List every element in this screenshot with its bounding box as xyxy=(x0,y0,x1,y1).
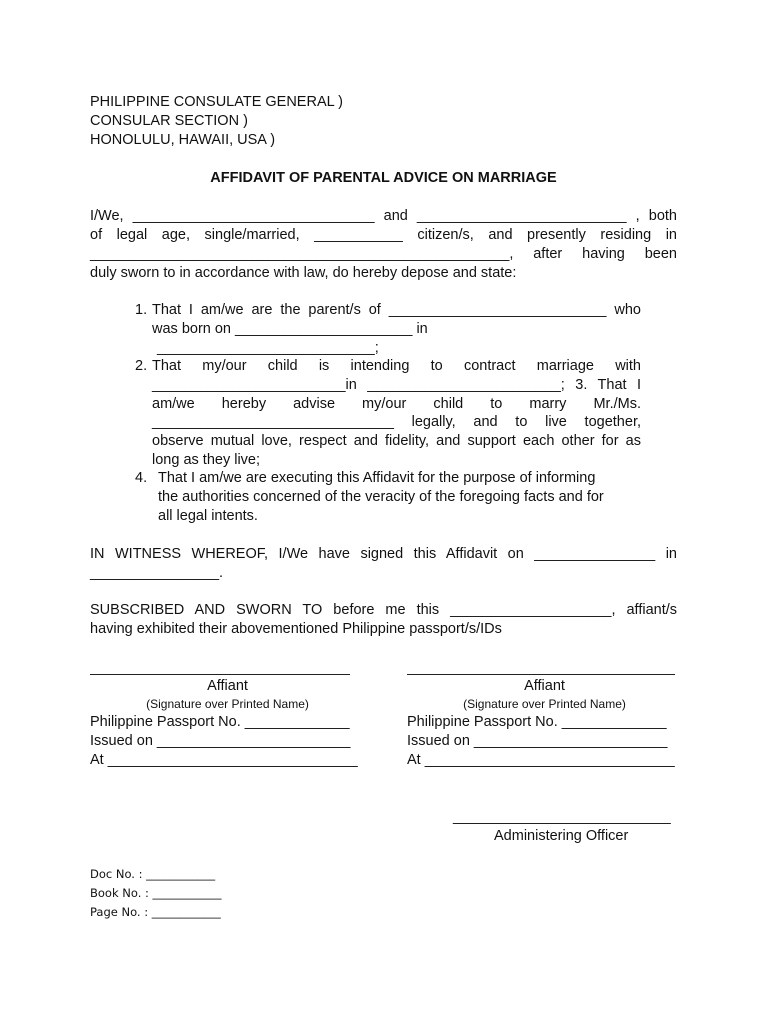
intro-line-4: duly sworn to in accordance with law, do hereby depose and state: xyxy=(90,265,517,281)
item-4-line-1: That I am/we are executing this Affidavit for the purpose of informing xyxy=(158,470,596,486)
affiant-1-passport: Philippine Passport No. _____________ xyxy=(90,714,350,730)
item-1-line-1: That I am/we are the parent/s of ___________________________ who xyxy=(152,302,641,318)
subscribed-line-2: having exhibited their abovementioned Philippine passport/s/IDs xyxy=(90,621,502,637)
item-4-line-2: the authorities concerned of the veracity of the foregoing facts and for xyxy=(158,489,604,505)
affiant-2-issued: Issued on ________________________ xyxy=(407,733,668,749)
item-1-number: 1. xyxy=(135,302,148,318)
header-line-location: HONOLULU, HAWAII, USA ) xyxy=(90,132,276,148)
header-line-consulate: PHILIPPINE CONSULATE GENERAL ) xyxy=(90,94,344,110)
officer-title: Administering Officer xyxy=(494,828,629,844)
item-2-line-3: am/we hereby advise my/our child to marry Mr./Ms. xyxy=(152,396,641,412)
item-4-number: 4. xyxy=(135,470,148,486)
item-2-line-2: ________________________in ________________________; 3. That I xyxy=(152,377,641,393)
book-number: Book No. : ____________ xyxy=(90,886,222,900)
item-2-line-1: That my/our child is intending to contract marriage with xyxy=(152,358,641,374)
subscribed-line-1: SUBSCRIBED AND SWORN TO before me this ____________________, affiant/s xyxy=(90,602,677,618)
document-title: AFFIDAVIT OF PARENTAL ADVICE ON MARRIAGE xyxy=(210,170,557,186)
affiant-2-signature-line xyxy=(407,674,675,675)
affiant-2-subtitle: (Signature over Printed Name) xyxy=(463,697,626,711)
affiant-2-title: Affiant xyxy=(524,678,565,694)
witness-line-1: IN WITNESS WHEREOF, I/We have signed this Affidavit on _______________ in xyxy=(90,546,677,562)
intro-line-1: I/We, ______________________________ and __________________________ , both xyxy=(90,208,677,224)
doc-number: Doc No. : ____________ xyxy=(90,867,216,881)
page-number: Page No. : ____________ xyxy=(90,905,221,919)
officer-signature-line: ___________________________ xyxy=(453,809,671,825)
item-2-number: 2. xyxy=(135,358,148,374)
intro-line-3: ____________________________________________________, after having been xyxy=(90,246,677,262)
item-4-line-3: all legal intents. xyxy=(158,508,258,524)
witness-line-2: ________________. xyxy=(90,565,224,581)
item-2-line-5: observe mutual love, respect and fidelity, and support each other for as xyxy=(152,433,641,449)
affiant-1-title: Affiant xyxy=(207,678,248,694)
item-2-line-6: long as they live; xyxy=(152,452,261,468)
affiant-1-at: At _______________________________ xyxy=(90,752,358,768)
affiant-2-at: At _______________________________ xyxy=(407,752,675,768)
affiant-2-passport: Philippine Passport No. _____________ xyxy=(407,714,667,730)
item-2-line-4: ______________________________ legally, and to live together, xyxy=(152,414,641,430)
item-1-line-3: ___________________________; xyxy=(157,340,379,356)
header-line-section: CONSULAR SECTION ) xyxy=(90,113,248,129)
intro-line-2: of legal age, single/married, ___________ citizen/s, and presently residing in xyxy=(90,227,677,243)
item-1-line-2: was born on ______________________ in xyxy=(152,321,428,337)
affiant-1-issued: Issued on ________________________ xyxy=(90,733,351,749)
affiant-1-subtitle: (Signature over Printed Name) xyxy=(146,697,309,711)
affiant-1-signature-line xyxy=(90,674,350,675)
